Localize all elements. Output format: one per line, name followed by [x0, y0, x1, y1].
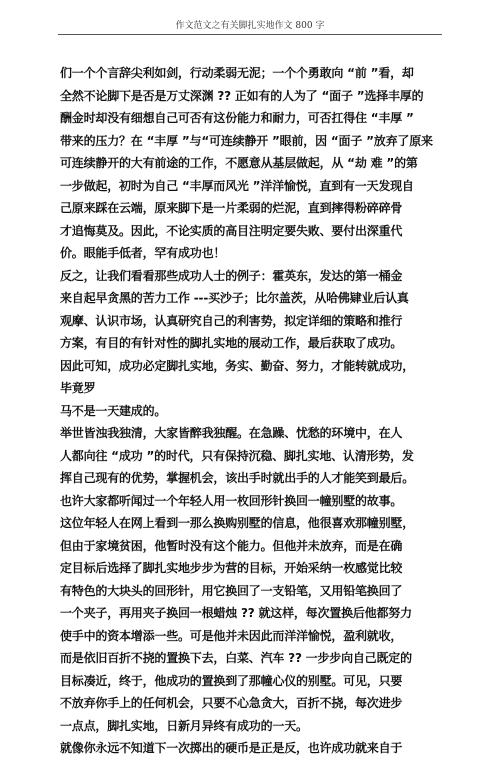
text-line: 举世皆浊我独清，大家皆醉我独醒。在急躁、忧愁的环境中，在人: [60, 426, 403, 440]
text-line: 但由于家境贫困，他暂时没有这个能力。但他并未放弃，而是在确: [60, 538, 403, 553]
text-line: 就像你永远不知道下一次掷出的硬币是正是反，也许成功就来自于: [60, 741, 403, 755]
text-line: 马不是一天建成的。: [60, 403, 167, 418]
text-line: 一步做起，初时为自己 “丰厚而风光 ”洋洋愉悦，直到有一天发现自: [60, 178, 414, 193]
text-line: 己原来踩在云端，原来脚下是一片柔弱的烂泥，直到摔得粉碎碎骨: [60, 201, 403, 215]
text-line: 这位年轻人在网上看到一那么换购别墅的信息，他很喜欢那幢别墅，: [60, 516, 415, 530]
text-line: 来自起早贪黑的苦力工作 ---买沙子；比尔盖茨，从哈佛肄业后认真: [60, 291, 409, 305]
page-header: 作文范文之有关脚扎实地作文 800 字: [175, 21, 325, 31]
text-line: 们一个个言辞尖利如剑，行动柔弱无泥；一个个勇敢向 “前 ”看，却: [60, 66, 414, 80]
text-line: 一个夹子，再用夹子换回一根蜡烛 ?? 就这样，每次置换后他都努力: [60, 606, 412, 620]
text-line: 才追悔莫及。因此，不论实质的高目注明定要失败、要付出深重代: [60, 223, 403, 238]
text-line: 人都向往 “成功 ”的时代，只有保持沉稳、脚扎实地、认清形势，发: [60, 448, 414, 463]
text-line: 全然不论脚下是否是万丈深渊 ?? 正如有的人为了 “面子 ”选择丰厚的: [60, 88, 424, 103]
text-line: 观摩、认识市场，认真研究自己的利害势，拟定详细的策略和推行: [60, 313, 403, 328]
text-line: 可连续静开的大有前途的工作，不愿意从基层做起，从 “劫 难 ”的第: [60, 156, 418, 170]
text-line: 不放弃你手上的任何机会，只要不心急贪大，百折不挠，每次进步: [60, 696, 403, 710]
text-line: 反之，让我们看看那些成功人士的例子：霍英东，发达的第一桶金: [60, 268, 403, 283]
text-line: 价。眼能手低者，罕有成功也！: [60, 246, 226, 260]
text-line: 有特色的大块头的回形针，用它换回了一支铅笔，又用铅笔换回了: [60, 583, 403, 598]
text-line: 定目标后选择了脚扎实地步步为营的目标，开始采纳一枚感觉比较: [60, 561, 403, 575]
text-line: 而是依旧百折不挠的置换下去，白菜、汽车 ?? 一步步向自己既定的: [60, 651, 412, 665]
text-line: 酬金时却没有细想自己可否有这份能力和耐力，可否扛得住 “丰厚 ”: [60, 111, 414, 125]
text-line: 方案，有目的有针对性的脚扎实地的展动工作，最后获取了成功。: [60, 336, 403, 350]
essay-body: [60, 62, 456, 760]
text-line: 带来的压力？在 “丰厚 ”与“可连续静开 ”眼前，因 “面子 ”放弃了原来: [60, 133, 433, 148]
text-line: 也许大家都听闻过一个年轻人用一枚回形针换回一幢别墅的故事。: [60, 493, 403, 508]
text-line: 因此可知，成功必定脚扎实地，务实、勤奋、努力，才能转就成功，: [60, 358, 415, 373]
text-line: 一点点，脚扎实地，日新月异终有成功的一天。: [60, 718, 308, 733]
text-line: 目标凑近，终于，他成功的置换到了那幢心仪的别墅。可见，只要: [60, 673, 403, 688]
header-divider: [58, 34, 442, 35]
text-line: 毕竟罗: [60, 381, 96, 395]
text-line: 挥自己现有的优势，掌握机会，该出手时就出手的人才能笑到最后。: [60, 471, 415, 485]
text-line: 使手中的资本增添一些。可是他并未因此而洋洋愉悦，盈利就收，: [60, 628, 403, 643]
